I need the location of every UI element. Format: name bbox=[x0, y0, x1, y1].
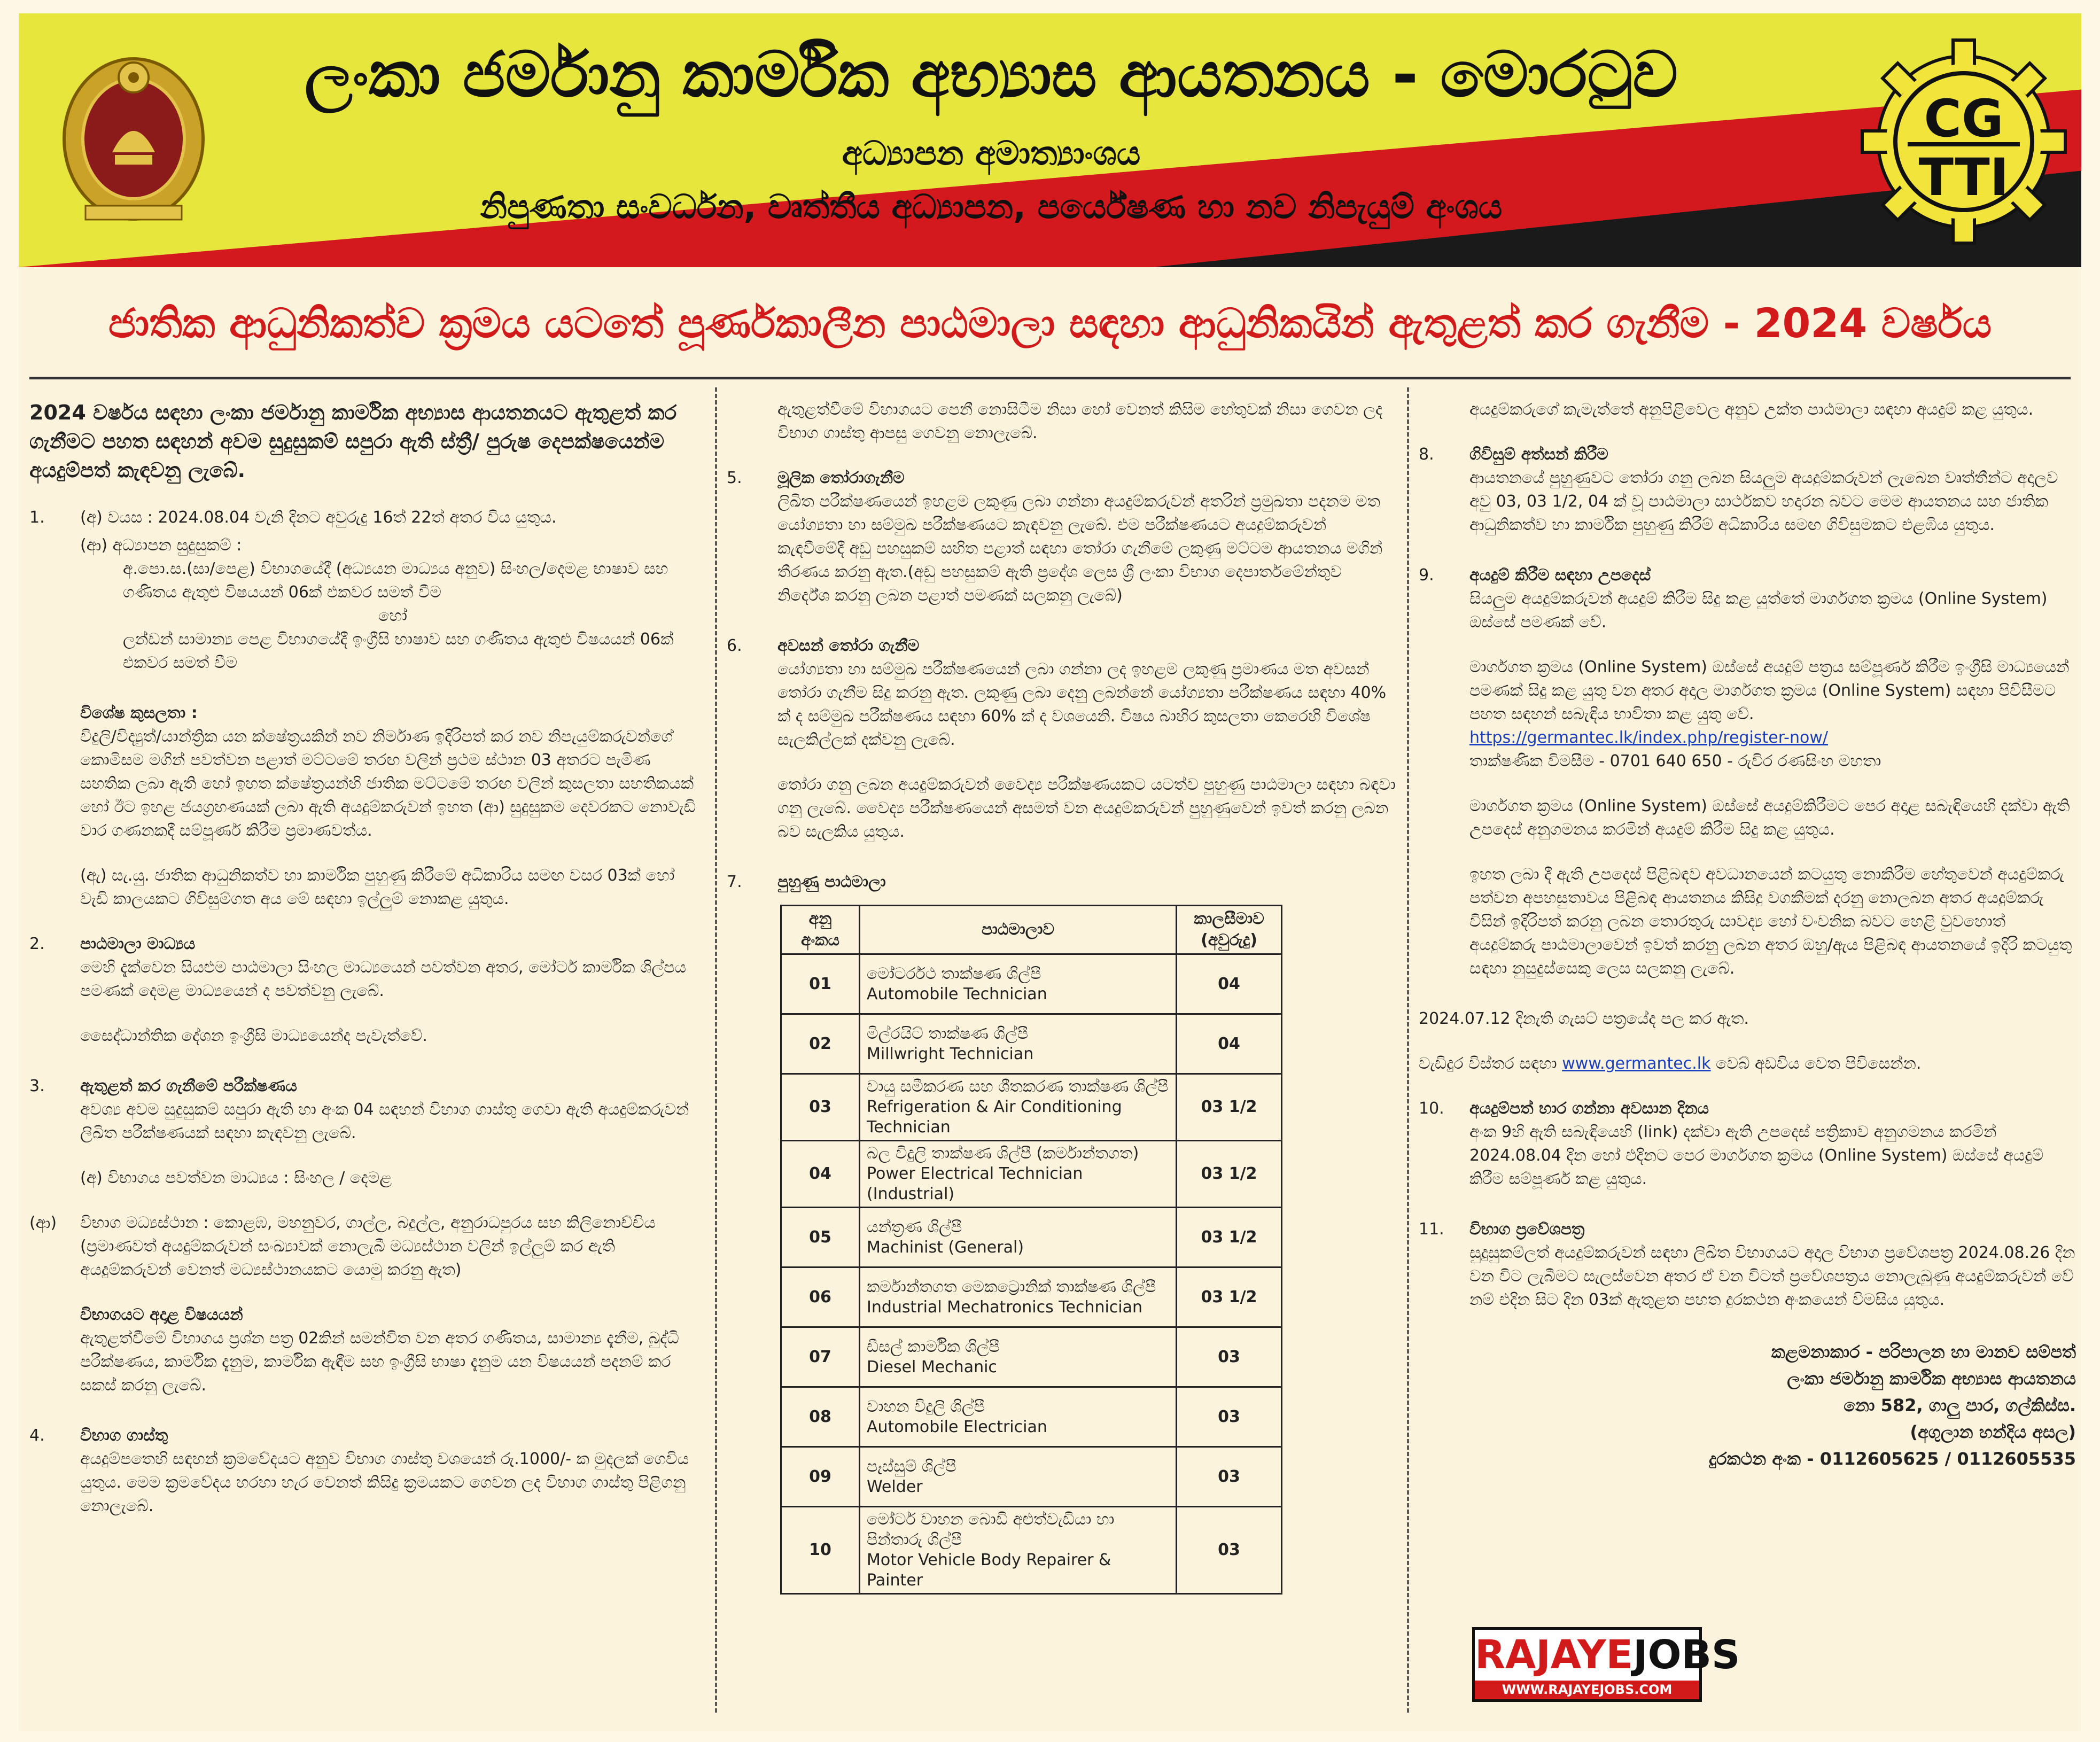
course-name-sinhala: යන්ත්‍රණ ශිල්පී bbox=[867, 1217, 962, 1236]
section-number: 3. bbox=[29, 1077, 45, 1095]
register-link[interactable]: https://germantec.lk/index.php/register-now/ bbox=[1469, 728, 1828, 747]
section-number: 8. bbox=[1419, 445, 1434, 464]
section-10 bbox=[1419, 1097, 2076, 1212]
section-body: යෝග්‍යතා හා සම්මුඛ පරීක්ෂණයෙන් ලබා ගන්නා ලද ඉහළම ලකුණු ප්‍රමාණය මත අවසන් තෝරා ගැනීම සිදු කරනු ඇත. ලකුණු ලබා දෙනු ලබන්නේ යෝග්‍යතා පරීක්ෂණය සඳහා 40% ක් ද සම්මුඛ පරීක්ෂණය සඳහා 60% ක් ද වශයෙනි. විෂය බාහිර කුසලතා කෙරෙහි විශේෂ සැලකිල්ලක් දක්වනු ලැබේ. bbox=[777, 660, 1387, 749]
table-row bbox=[781, 954, 1282, 1014]
table-row bbox=[781, 1327, 1282, 1387]
section-number: 2. bbox=[29, 935, 45, 953]
section-heading: විභාග ගාස්තු bbox=[80, 1426, 168, 1445]
course-number: 06 bbox=[781, 1267, 860, 1327]
rajayejobs-logo bbox=[1472, 1627, 1740, 1702]
signature-block bbox=[1419, 1339, 2076, 1472]
section-body: සුදුසුකම්ලත් අයදුම්කරුවන් සඳහා ලිඛිත විභාගයට අදාල විභාග ප්‍රවේශපත්‍ර 2024.08.26 දින වන විට ලැබීමට සැලස්වෙන අතර ඒ වන විටත් ප්‍රවේශපත්‍රය නොලැබුණු අයදුම්කරුවන් වේ නම් එදින සිට දින 03ක් ඇතුළත පහත දුරකථන අංකයෙන් විමසිය යුතුය. bbox=[1469, 1243, 2075, 1309]
course-name-english: Diesel Mechanic bbox=[867, 1357, 997, 1377]
intro-paragraph: 2024 වර්ෂය සඳහා ලංකා ජර්මානු කාර්මික අභ්‍යාස ආයතනයට ඇතුළත් කර ගැනීමට පහත සඳහන් අවම සුදුසුකම් සපුරා ඇති ස්ත්‍රී/ පුරුෂ දෙපක්ෂයෙන්ම අයදුම්පත් කැඳවනු ලැබේ. bbox=[29, 401, 677, 482]
section-body: සෛද්ධාන්තික දේශන ඉංග්‍රීසි මාධ්‍යයෙන්ද පැවැත්වේ. bbox=[80, 1026, 427, 1045]
preference-continuation: අයදුම්කරුගේ කැමැත්තේ අනුපිළිවෙල අනුව උක්ත පාඨමාලා සඳහා අයදුම් කළ යුතුය. bbox=[1469, 400, 2034, 419]
section-body: අවශ්‍ය අවම සුදුසුකම් සපුරා ඇති හා අංක 04 සඳහන් විභාග ගාස්තු ගෙවා ඇති අයදුම්කරුවන් ලිඛිත පරීක්ෂණයක් සඳහා කැඳවනු ලැබේ. bbox=[80, 1100, 689, 1142]
section-3 bbox=[29, 1075, 705, 1211]
section-heading: විභාග ප්‍රවේශපත්‍ර bbox=[1469, 1220, 1585, 1239]
course-name bbox=[860, 1507, 1177, 1594]
section-body: අයදුම්පතෙහි සඳහන් ක්‍රමවේදයට අනුව විභාග ගාස්තු වශයෙන් රු.1000/- ක මුදලක් ගෙවිය යුතුය. මෙම ක්‍රමවේදය හරහා හැර වෙනත් කිසිදු ක්‍රමයකට ගෙවන ලද විභාග ගාස්තු පිළිගනු නොලැබේ. bbox=[80, 1450, 689, 1515]
course-name-sinhala: වාහන විදුලි ශිල්පී bbox=[867, 1397, 985, 1416]
signatory-institute: ලංකා ජර්මානු කාර්මික අභ්‍යාස ආයතනය bbox=[1787, 1368, 2076, 1389]
title-divider bbox=[29, 377, 2071, 379]
note-paragraph: (ඇ) සැ.යු. ජාතික ආධුනිකත්ව හා කාර්මික පුහුණු කිරීමේ අධිකාරිය සමඟ වසර 03ක් හෝ වැඩි කාලයකට ගිවිසුම්ගත අය මේ සඳහා ඉල්ලුම් නොකළ යුතුය. bbox=[80, 866, 675, 908]
course-duration: 03 bbox=[1177, 1327, 1282, 1387]
section-number: 6. bbox=[727, 636, 742, 655]
course-number: 08 bbox=[781, 1387, 860, 1447]
course-name bbox=[860, 1208, 1177, 1267]
brand-name bbox=[1475, 1630, 1740, 1681]
course-name-sinhala: මිල්රයිට් තාක්ෂණ ශිල්පී bbox=[867, 1024, 1029, 1043]
sub-label: (ආ) bbox=[29, 1214, 57, 1232]
section-body: මාර්ගගත ක්‍රමය (Online System) ඔස්සේ අයදුම් පත්‍රය සම්පූර්ණ කිරීම ඉංග්‍රීසි මාධ්‍යයෙන් පමණක් සිදු කළ යුතු වන අතර අදාල මාර්ගගත ක්‍රමය (Online System) සඳහා පිවිසීමට පහත සඳහන් සබැඳිය භාවිතා කළ යුතු වේ. bbox=[1469, 658, 2070, 724]
section-number: 5. bbox=[727, 469, 742, 487]
course-duration: 03 1/2 bbox=[1177, 1141, 1282, 1208]
course-name bbox=[860, 1327, 1177, 1387]
table-row bbox=[781, 1074, 1282, 1141]
cgtti-gear-logo-icon bbox=[1857, 35, 2071, 248]
age-requirement: (අ) වයස : 2024.08.04 වැනි දිනට අවුරුදු 16ත් 22ත් අතර විය යුතුය. bbox=[80, 508, 557, 527]
course-name-english: Motor Vehicle Body Repairer & Painter bbox=[867, 1551, 1111, 1590]
course-number: 07 bbox=[781, 1327, 860, 1387]
section-5 bbox=[727, 466, 1397, 629]
more-info bbox=[1419, 1052, 2076, 1076]
course-name-english: Industrial Mechatronics Technician bbox=[867, 1297, 1143, 1317]
section-11 bbox=[1419, 1218, 2076, 1333]
sri-lanka-emblem-icon bbox=[53, 45, 214, 227]
website-link[interactable]: www.germantec.lk bbox=[1562, 1054, 1711, 1073]
section-number: 4. bbox=[29, 1426, 45, 1445]
course-name bbox=[860, 1014, 1177, 1074]
brand-name-a: RAJAYE bbox=[1475, 1632, 1634, 1678]
course-number: 09 bbox=[781, 1447, 860, 1507]
section-number: 10. bbox=[1419, 1099, 1444, 1118]
section-body: තෝරා ගනු ලබන අයදුම්කරුවන් වෛද්‍ය පරීක්ෂණයකට යටත්ව පුහුණු පාඨමාලා සඳහා බඳවා ගනු ලැබේ. වෛද්‍ය පරීක්ෂණයෙන් අසමත් වන අයදුම්කරුවන් පුහුණුවෙන් ඉවත් කරනු ලබන බව සැලකිය යුතුය. bbox=[777, 775, 1396, 841]
subjects-heading: විභාගයට අදාළ විෂයයන් bbox=[80, 1305, 243, 1324]
course-duration: 03 1/2 bbox=[1177, 1208, 1282, 1267]
column-3 bbox=[1419, 398, 2076, 1472]
section-9 bbox=[1419, 564, 2076, 1002]
course-name-english: Automobile Electrician bbox=[867, 1417, 1047, 1436]
section-body: ලිඛිත පරීක්ෂණයෙන් ඉහළම ලකුණු ලබා ගන්නා අයදුම්කරුවන් අතරින් ප්‍රමුඛතා පදනම මත යෝග්‍යතා හා සම්මුඛ පරීක්ෂණයට කැඳවනු ලැබේ. එම පරීක්ෂණයට අයදුම්කරුවන් කැඳවීමේදී අඩු පහසුකම් සහිත පළාත් සඳහා තෝරා ගැනීමේ ලකුණු මට්ටම ආයතනය මගින් තීරණය කරනු ඇත.(අඩු පහසුකම් ඇති ප්‍රදේශ ලෙස ශ්‍රී ලංකා විභාග දෙපාර්තමේන්තුව නිර්දේශ කරනු ලබන පළාත් පමණක් සලකනු ලැබේ) bbox=[777, 492, 1383, 605]
section-2 bbox=[29, 932, 705, 1069]
course-number: 10 bbox=[781, 1507, 860, 1594]
course-duration: 03 bbox=[1177, 1387, 1282, 1447]
table-row bbox=[781, 1014, 1282, 1074]
brand-name-b: JOBS bbox=[1633, 1632, 1740, 1678]
course-name-english: Automobile Technician bbox=[867, 984, 1047, 1004]
section-body: ඉහත ලබා දී ඇති උපදෙස් පිළිබඳව අවධානයෙන් කටයුතු නොකිරීම හේතුවෙන් අයදුම්කරු පත්වන අපහසුතාවය පිළිබඳ ආයතනය කිසිදු වගකීමක් දරනු නොලබන අතර අයදුම්කරු විසින් ඉදිරිපත් කරනු ලබන තොරතුරු සාවද්‍ය හෝ වංචනික බවට හෙළි වුවහොත් අයදුම්කරු පාඨමාලාවෙන් ඉවත් කරනු ලබන අතර ඔහු/ඇය පිළිබඳ ආයතනයේ ඉදිරි කටයුතු සඳහා නුසුදුස්සෙකු ලෙස සලකනු ලැබේ. bbox=[1469, 865, 2072, 978]
table-row bbox=[781, 1387, 1282, 1447]
course-number: 02 bbox=[781, 1014, 860, 1074]
table-row bbox=[781, 1447, 1282, 1507]
course-duration: 04 bbox=[1177, 1014, 1282, 1074]
table-row bbox=[781, 1507, 1282, 1594]
course-duration: 03 1/2 bbox=[1177, 1267, 1282, 1327]
course-number: 03 bbox=[781, 1074, 860, 1141]
ministry-name: අධ්‍යාපන අමාත්‍යාංශය bbox=[842, 134, 1141, 173]
notice-title: ජාතික ආධුනිකත්ව ක්‍රමය යටතේ පූර්ණකාලීන පාඨමාලා සඳහා ආධුනිකයින් ඇතුළත් කර ගැනීම - 2024 වර්ෂය bbox=[108, 299, 1992, 347]
logo-text-cg: CG bbox=[1924, 89, 2004, 149]
course-name-sinhala: ඩීසල් කාර්මික ශිල්පී bbox=[867, 1337, 1000, 1356]
course-name bbox=[860, 1267, 1177, 1327]
address-landmark: (අගුලාන හන්දිය අසල) bbox=[1910, 1422, 2076, 1442]
section-body: ආයතනයේ පුහුණුවට තෝරා ගනු ලබන සියලුම අයදුම්කරුවන් ලැබෙන වෘත්තීන්ට අදාලව අවු 03, 03 1/2, 04 ක් වූ පාඨමාලා සාර්ථකව හදාරන බවට මෙම ආයතනය සහ ජාතික ආධුනිකත්ව හා කාර්මික පුහුණු කිරීම් අධිකාරිය සමඟ ගිවිසුමකට එළඹිය යුතුය. bbox=[1469, 469, 2058, 534]
signatory-title: කළමනාකාර - පරිපාලන හා මානව සම්පත් bbox=[1771, 1342, 2076, 1362]
or-text: හෝ bbox=[378, 606, 407, 625]
education-option-1: අ.පො.ස.(සා/පෙළ) විභාගයේදී (අධ්‍යයන මාධ්‍යය අනුව) සිංහල/දෙමළ භාෂාව සහ ගණිතය ඇතුළු විෂයයන් 06ක් එකවර සමත් වීම bbox=[123, 559, 668, 602]
section-body: සියලුම අයදුම්කරුවන් අයදුම් කිරීම සිදු කළ යුත්තේ මාර්ගගත ක්‍රමය (Online System) ඔස්සේ පමණක් වේ. bbox=[1469, 589, 2048, 632]
phone-numbers: දුරකථන අංක - 0112605625 / 0112605535 bbox=[1709, 1449, 2076, 1469]
section-heading: අයදුම්පත් භාර ගන්නා අවසාන දිනය bbox=[1469, 1099, 1709, 1118]
course-name-sinhala: මෝටර්රථ තාක්ෂණ ශිල්පී bbox=[867, 964, 1041, 983]
course-number: 05 bbox=[781, 1208, 860, 1267]
logo-text-tti: TTI bbox=[1918, 147, 2009, 207]
more-info-prefix: වැඩිදුර විස්තර සඳහා bbox=[1419, 1054, 1562, 1073]
section-4 bbox=[29, 1424, 705, 1539]
section-number: 9. bbox=[1419, 566, 1434, 585]
exam-centres bbox=[29, 1211, 705, 1419]
section-number: 11. bbox=[1419, 1220, 1444, 1239]
education-requirement-label: (ආ) අධ්‍යාපන සුදුසුකම් : bbox=[80, 536, 242, 555]
subjects-body: ඇතුළත්වීමේ විභාගය ප්‍රශ්න පත්‍ර 02කින් සමන්විත වන අතර ගණිතය, සාමාන්‍ය දැනීම, බුද්ධි පරීක්ෂණය, කාර්මික දැනුම, කාර්මික ඇඳීම සහ ඉංග්‍රීසි භාෂා දැනුම යන විෂයයන් පදනම් කර සකස් කරනු ලැබේ. bbox=[80, 1329, 679, 1395]
section-number: 1. bbox=[29, 508, 45, 527]
section-heading: ගිවිසුම් අත්සන් කිරීම bbox=[1469, 445, 1608, 464]
section-heading: අයදුම් කිරීම සඳහා උපදෙස් bbox=[1469, 566, 1651, 585]
course-duration: 03 bbox=[1177, 1447, 1282, 1507]
course-name-sinhala: කර්මාන්තගත මෙකට්‍රොනික් තාක්ෂණ ශිල්පී bbox=[867, 1277, 1156, 1296]
course-name-sinhala: පෑස්සුම් ශිල්පී bbox=[867, 1457, 956, 1476]
section-7 bbox=[727, 870, 1397, 894]
section-6 bbox=[727, 634, 1397, 865]
column-divider-2 bbox=[1407, 387, 1411, 1713]
section-heading: පාඨමාලා මාධ්‍යය bbox=[80, 935, 196, 953]
section-number: 7. bbox=[727, 873, 742, 891]
column-2 bbox=[727, 398, 1397, 1595]
column-header-course: පාඨමාලාව bbox=[860, 906, 1177, 954]
exam-medium: (අ) විභාගය පවත්වන මාධ්‍යය : සිංහල / දෙමළ bbox=[80, 1169, 392, 1187]
course-name-english: Refrigeration & Air Conditioning Technician bbox=[867, 1098, 1122, 1137]
section-body: අංක 9හි ඇති සබැඳියෙහි (link) දක්වා ඇති උපදෙස් පත්‍රිකාව අනුගමනය කරමින් 2024.08.04 දින හෝ එදිනට පෙර මාර්ගගත ක්‍රමය (Online System) ඔස්සේ අයදුම් කිරීම සම්පූර්ණ කළ යුතුය. bbox=[1469, 1123, 2044, 1188]
course-name-sinhala: මෝටර් වාහන බොඩි අළුත්වැඩියා හා පින්තාරු ශිල්පී bbox=[867, 1510, 1115, 1549]
special-skills-body: විදුලි/විද්‍යුත්/යාන්ත්‍රික යන ක්ෂේත්‍රයකින් නව නිර්මාණ ඉදිරිපත් කර නව නිපැයුම්කරුවන්ගේ කොමිසම මගින් පවත්වන පළාත් මට්ටමේ තරඟ වලින් ප්‍රථම ස්ථාන 03 අතරට පැමිණ සහතික ලබා ඇති හෝ ඉහත ක්ෂේත්‍රයන්හි ජාතික මට්ටමේ තරඟ වලින් කුසලතා සහතිකයක් හෝ ඊට ඉහළ ජයග්‍රහණයක් ලබා ඇති අයදුම්කරුවන් ඉහත (ආ) සුදුසුකම දෙවරකට නොවැඩි වාර ගණනකදී සම්පූර්ණ කිරීම ප්‍රමාණවත්ය. bbox=[80, 727, 696, 840]
table-row bbox=[781, 1141, 1282, 1208]
brand-url: WWW.RAJAYEJOBS.COM bbox=[1475, 1681, 1699, 1699]
notice-page bbox=[19, 13, 2081, 1731]
header-banner bbox=[19, 13, 2081, 267]
education-option-2: ලන්ඩන් සාමාන්‍ය පෙළ විභාගයේදී ඉංග්‍රීසි භාෂාව සහ ගණිතය ඇතුළු විෂයයන් 06ක් එකවර සමත් වීම bbox=[123, 630, 674, 672]
course-name bbox=[860, 1447, 1177, 1507]
course-name bbox=[860, 1387, 1177, 1447]
course-name bbox=[860, 954, 1177, 1014]
gazette-note: 2024.07.12 දිනැති ගැසට් පත්‍රයේද පල කර ඇත. bbox=[1419, 1009, 1749, 1028]
section-heading: පුහුණු පාඨමාලා bbox=[777, 873, 886, 891]
course-duration: 04 bbox=[1177, 954, 1282, 1014]
section-body: මාර්ගගත ක්‍රමය (Online System) ඔස්සේ අයදුම්කිරීමට පෙර අදාළ සබැඳියෙහි දක්වා ඇති උපදෙස් අනුගමනය කරමින් අයදුම් කිරීම සිදු කළ යුතුය. bbox=[1469, 797, 2070, 839]
column-divider-1 bbox=[715, 387, 719, 1713]
fee-continuation: ඇතුළත්වීමේ විභාගයට පෙනී නොසිටීම නිසා හෝ වෙනත් කිසිම හේතුවක් නිසා ගෙවන ලද විභාග ගාස්තු ආපසු ගෙවනු නොලැබේ. bbox=[777, 400, 1383, 442]
division-name: නිපුණතා සංවර්ධන, වෘත්තීය අධ්‍යාපන, පර්යේෂණ හා නව නිපැයුම් අංශය bbox=[480, 187, 1503, 226]
section-1 bbox=[29, 506, 705, 696]
table-row bbox=[781, 1267, 1282, 1327]
course-number: 01 bbox=[781, 954, 860, 1014]
course-duration: 03 1/2 bbox=[1177, 1074, 1282, 1141]
exam-centres-body: විභාග මධ්‍යස්ථාන : කොළඹ, මහනුවර, ගාල්ල, බදුල්ල, අනුරාධපුරය සහ කිලිනොච්චිය (ප්‍රමාණවත් අයදුම්කරුවන් සංඛ්‍යාවක් නොලැබී මධ්‍යස්ථාන වලින් ඉල්ලුම් කර ඇති අයදුම්කරුවන් වෙනත් මධ්‍යස්ථානයකට යොමු කරනු ඇත) bbox=[80, 1214, 656, 1279]
course-name bbox=[860, 1074, 1177, 1141]
special-skills-heading: විශේෂ කුසලතා : bbox=[80, 704, 198, 722]
course-name-english: Millwright Technician bbox=[867, 1044, 1034, 1063]
section-heading: ඇතුළත් කර ගැනීමේ පරීක්ෂණය bbox=[80, 1077, 298, 1095]
section-8 bbox=[1419, 443, 2076, 558]
course-number: 04 bbox=[781, 1141, 860, 1208]
section-heading: මූලික තෝරාගැනීම bbox=[777, 469, 905, 487]
courses-table bbox=[780, 905, 1282, 1595]
table-row bbox=[781, 1208, 1282, 1267]
course-duration: 03 bbox=[1177, 1507, 1282, 1594]
more-info-suffix: වෙබ් අඩවිය වෙත පිවිසෙන්න. bbox=[1710, 1054, 1922, 1073]
institute-title: ලංකා ජර්මානු කාර්මික අභ්‍යාස ආයතනය - මොරටුව bbox=[304, 37, 1678, 111]
column-1 bbox=[29, 398, 705, 1545]
course-name-english: Welder bbox=[867, 1477, 923, 1496]
address-line: නො 582, ගාලු පාර, ගල්කිස්ස. bbox=[1844, 1395, 2076, 1416]
section-heading: අවසන් තෝරා ගැනීම bbox=[777, 636, 920, 655]
course-name-english: Power Electrical Technician (Industrial) bbox=[867, 1164, 1083, 1203]
section-body: මෙහි දැක්වෙන සියළුම පාඨමාලා සිංහල මාධ්‍යයෙන් පවත්වන අතර, මෝටර් කාර්මික ශිල්පය පමණක් දෙමළ මාධ්‍යයෙන් ද පවත්වනු ලැබේ. bbox=[80, 958, 687, 1000]
column-header-duration: කාලසීමාව (අවුරුදු) bbox=[1177, 906, 1282, 954]
column-header-no: අනු අංකය bbox=[781, 906, 860, 954]
course-name bbox=[860, 1141, 1177, 1208]
course-name-sinhala: බල විදුලි තාක්ෂණ ශිල්පී (කර්මාන්තගත) bbox=[867, 1144, 1139, 1163]
course-name-sinhala: වායු සමීකරණ සහ ශීතකරණ තාක්ෂණ ශිල්පී bbox=[867, 1077, 1169, 1096]
course-name-english: Machinist (General) bbox=[867, 1238, 1024, 1257]
technical-contact: තාක්ෂණික විමසීම - 0701 640 650 - රුවිර රණසිංහ මහතා bbox=[1469, 752, 1881, 771]
